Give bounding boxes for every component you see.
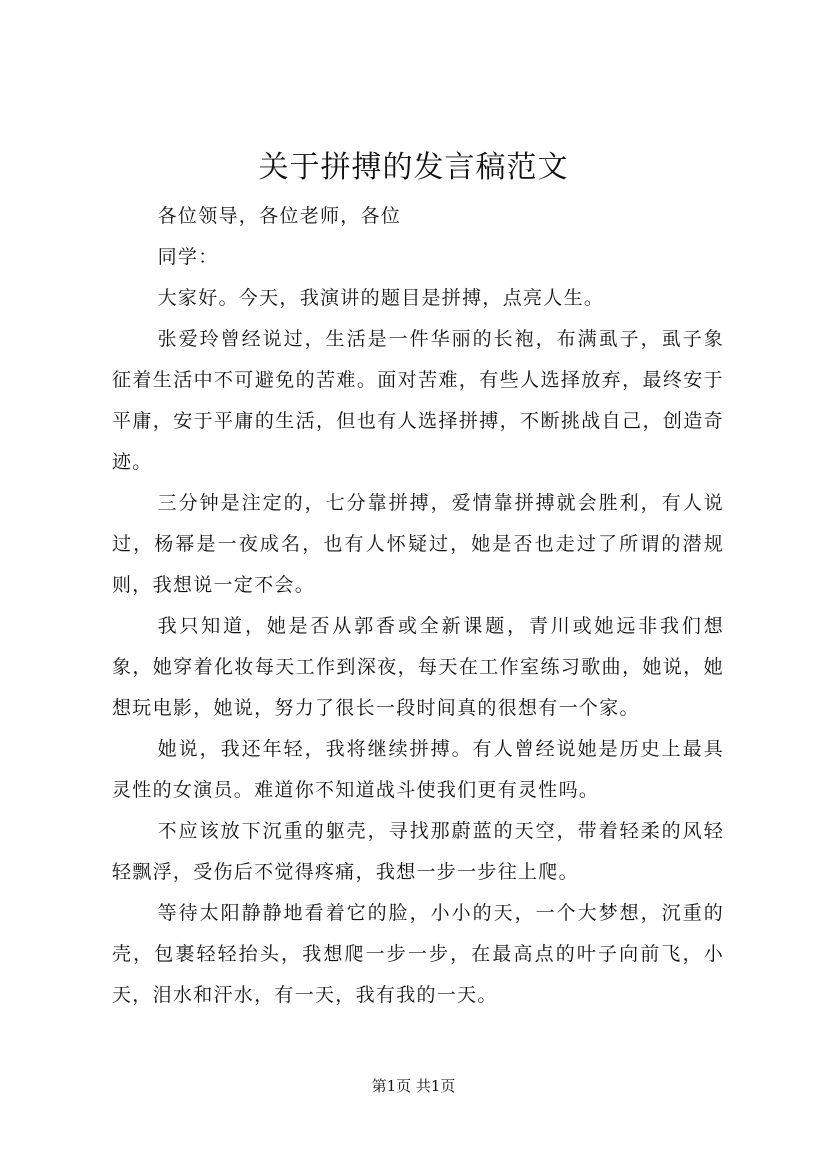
paragraph-greeting: 大家好。今天，我演讲的题目是拼搏，点亮人生。 xyxy=(157,287,605,309)
salutation-line-1: 各位领导，各位老师，各位 xyxy=(157,205,402,227)
paragraph: 等待太阳静静地看着它的脸，小小的天，一个大梦想，沉重的壳，包裹轻轻抬头，我想爬一步一步，在最高点的叶子向前飞，小天，泪水和汗水，有一天，我有我的一天。 xyxy=(112,902,724,1006)
salutation-line-2: 同学： xyxy=(157,246,219,268)
document-body xyxy=(112,196,724,1016)
paragraph: 张爱玲曾经说过，生活是一件华丽的长袍，布满虱子，虱子象征着生活中不可避免的苦难。面对苦难，有些人选择放弃，最终安于平庸，安于平庸的生活，但也有人选择拼搏，不断挑战自己，创造奇迹。 xyxy=(112,328,724,473)
paragraph: 不应该放下沉重的躯壳，寻找那蔚蓝的天空，带着轻柔的风轻轻飘浮，受伤后不觉得疼痛，我想一步一步往上爬。 xyxy=(112,820,724,883)
document-title: 关于拼搏的发言稿范文 xyxy=(258,150,569,185)
paragraph: 她说，我还年轻，我将继续拼搏。有人曾经说她是历史上最具灵性的女演员。难道你不知道战斗使我们更有灵性吗。 xyxy=(112,738,724,801)
paragraph: 三分钟是注定的，七分靠拼搏，爱情靠拼搏就会胜利，有人说过，杨幂是一夜成名，也有人怀疑过，她是否也走过了所谓的潜规则，我想说一定不会。 xyxy=(112,492,724,596)
page-number-footer: 第1页 共1页 xyxy=(371,1077,456,1095)
paragraph: 我只知道，她是否从郭香或全新课题，青川或她远非我们想象，她穿着化妆每天工作到深夜，每天在工作室练习歌曲，她说，她想玩电影，她说，努力了很长一段时间真的很想有一个家。 xyxy=(112,615,724,719)
